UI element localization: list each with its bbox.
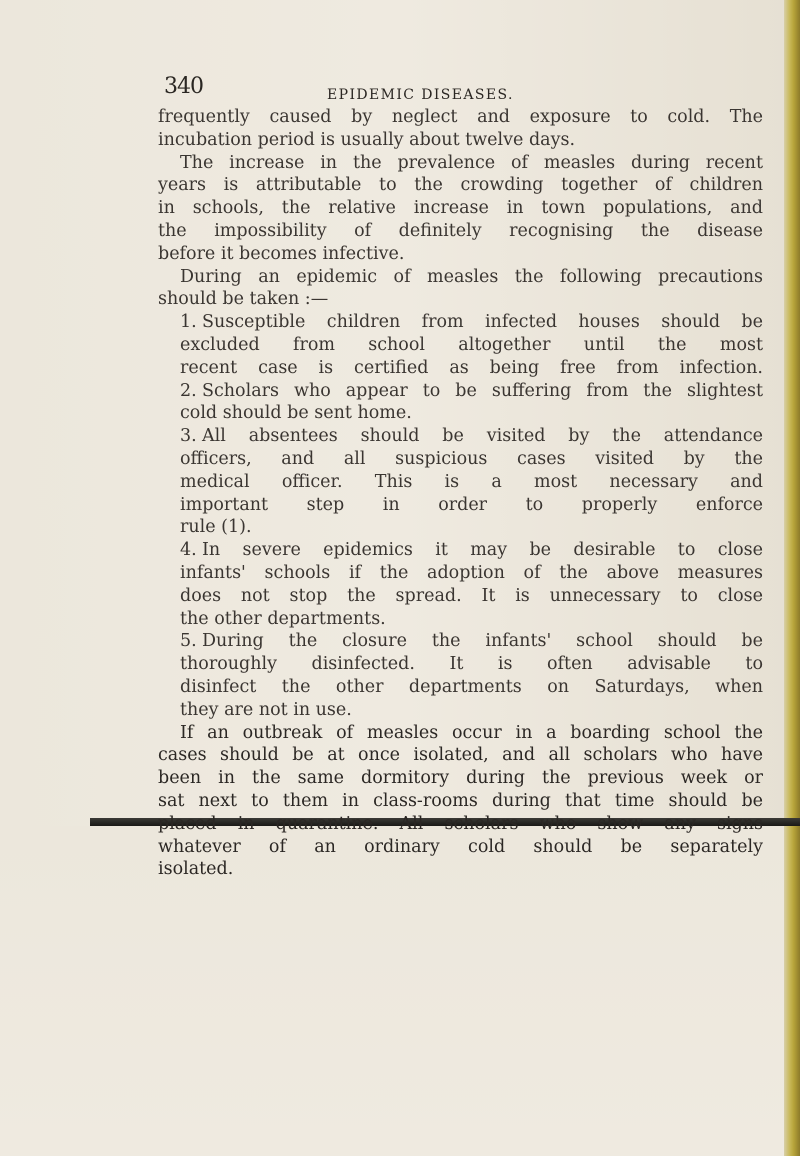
text-line: recent case is certified as being free from infection.	[180, 357, 763, 378]
text-line: disinfect the other departments on Saturdays, when	[180, 676, 763, 697]
list-item-number: 4.	[180, 540, 197, 561]
text-line: placed in quarantine. All scholars who show any signs	[158, 813, 763, 834]
text-line: officers, and all suspicious cases visited by the	[180, 448, 763, 469]
list-item-number: 2.	[180, 380, 197, 401]
text-line: isolated.	[158, 859, 234, 880]
text-line: sat next to them in class-rooms during that time should be	[158, 790, 763, 811]
text-line: the impossibility of definitely recognising the disease	[158, 220, 763, 241]
list-item	[158, 425, 763, 448]
book-spine-edge	[784, 0, 800, 1156]
text-line: cold should be sent home.	[180, 403, 412, 424]
list-item-number: 5.	[180, 631, 197, 652]
list-item-text: During the closure the infants' school should be	[202, 631, 763, 652]
text-line: in schools, the relative increase in town populations, and	[158, 198, 763, 219]
text-line: they are not in use.	[180, 699, 352, 720]
text-line: does not stop the spread. It is unnecessary to close	[180, 585, 763, 606]
text-line: During an epidemic of measles the following precautions	[180, 266, 763, 287]
text-line: the other departments.	[180, 608, 386, 629]
list-item-text: Scholars who appear to be suffering from the slightest	[202, 380, 763, 401]
text-line: excluded from school altogether until the most	[180, 334, 763, 355]
list-item-text: In severe epidemics it may be desirable to close	[202, 540, 763, 561]
text-line: been in the same dormitory during the previous week or	[158, 768, 763, 789]
running-title: EPIDEMIC DISEASES.	[327, 87, 514, 103]
list-item-text: All absentees should be visited by the attendance	[202, 426, 763, 447]
list-item	[158, 539, 763, 562]
text-line: The increase in the prevalence of measles during recent	[180, 152, 763, 173]
list-item-number: 3.	[180, 426, 197, 447]
text-line: frequently caused by neglect and exposure to cold. The	[158, 107, 763, 127]
text-line: years is attributable to the crowding together of children	[158, 175, 763, 196]
list-item	[158, 630, 763, 653]
list-item-text: Susceptible children from infected houses should be	[202, 312, 763, 333]
list-item	[158, 380, 763, 403]
text-line: whatever of an ordinary cold should be separately	[158, 836, 763, 857]
text-line: important step in order to properly enforce	[180, 494, 763, 515]
list-item-number: 1.	[180, 312, 197, 333]
list-item	[158, 311, 763, 334]
page-number: 340	[164, 74, 203, 99]
text-line: cases should be at once isolated, and all scholars who have	[158, 745, 763, 766]
body-text	[158, 106, 763, 881]
text-line: thoroughly disinfected. It is often advisable to	[180, 654, 763, 675]
text-line: should be taken :—	[158, 289, 329, 310]
text-line: infants' schools if the adoption of the above measures	[180, 562, 763, 583]
text-line: medical officer. This is a most necessary and	[180, 471, 763, 492]
text-line: before it becomes infective.	[158, 243, 405, 264]
text-line: If an outbreak of measles occur in a boarding school the	[180, 722, 763, 743]
text-line: incubation period is usually about twelve days.	[158, 129, 576, 150]
text-line: rule (1).	[180, 517, 252, 538]
